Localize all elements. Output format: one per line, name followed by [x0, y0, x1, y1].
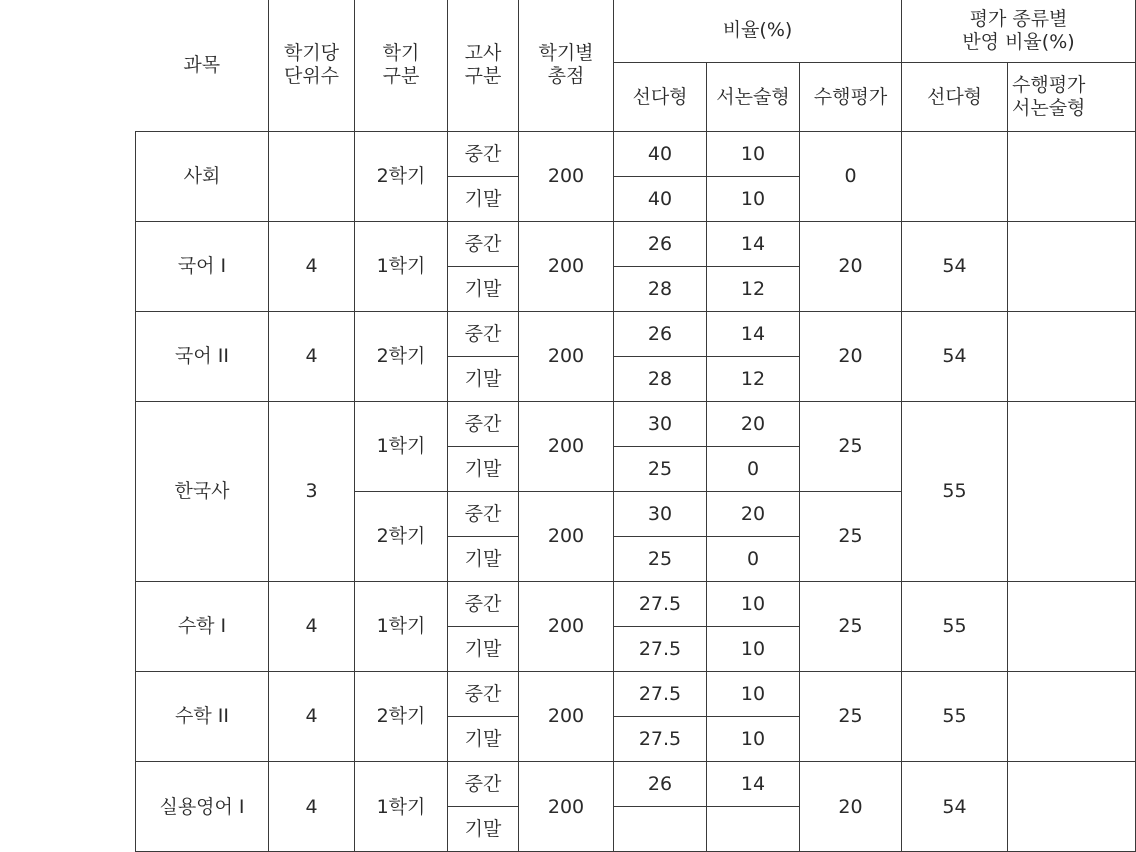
- cell-eval-other: [1008, 312, 1136, 402]
- cell-subject: 수학 II: [136, 672, 269, 762]
- header-ratio-mc: 선다형: [614, 63, 707, 132]
- cell-mc: [614, 807, 707, 852]
- cell-total: 200: [519, 672, 614, 762]
- cell-exam: 중간: [448, 132, 519, 177]
- header-ratio: 비율(%): [614, 0, 902, 63]
- cell-eval-other: [1008, 762, 1136, 852]
- header-eval-mc: 선다형: [902, 63, 1008, 132]
- cell-mc: 26: [614, 312, 707, 357]
- cell-mc: 40: [614, 132, 707, 177]
- cell-mc: 26: [614, 222, 707, 267]
- cell-mc: 27.5: [614, 672, 707, 717]
- cell-essay: 10: [707, 627, 800, 672]
- cell-eval-other: [1008, 582, 1136, 672]
- cell-exam: 중간: [448, 672, 519, 717]
- cell-eval-other: [1008, 402, 1136, 582]
- cell-perf: 25: [800, 402, 902, 492]
- header-eval-perf-essay: 수행평가 서논술형: [1008, 63, 1136, 132]
- cell-exam: 기말: [448, 627, 519, 672]
- cell-exam: 기말: [448, 177, 519, 222]
- cell-semester: 1학기: [355, 582, 448, 672]
- cell-essay: 14: [707, 762, 800, 807]
- cell-essay: 20: [707, 402, 800, 447]
- cell-total: 200: [519, 402, 614, 492]
- cell-subject: 수학 I: [136, 582, 269, 672]
- cell-exam: 중간: [448, 402, 519, 447]
- cell-total: 200: [519, 492, 614, 582]
- cell-mc: 40: [614, 177, 707, 222]
- cell-eval-mc: 54: [902, 762, 1008, 852]
- cell-subject: 국어 I: [136, 222, 269, 312]
- cell-exam: 중간: [448, 582, 519, 627]
- cell-perf: 0: [800, 132, 902, 222]
- cell-semester: 1학기: [355, 222, 448, 312]
- header-exam: 고사 구분: [448, 0, 519, 132]
- cell-total: 200: [519, 582, 614, 672]
- cell-eval-other: [1008, 222, 1136, 312]
- cell-exam: 중간: [448, 312, 519, 357]
- cell-mc: 25: [614, 447, 707, 492]
- cell-essay: 10: [707, 582, 800, 627]
- cell-exam: 기말: [448, 267, 519, 312]
- header-ratio-perf: 수행평가: [800, 63, 902, 132]
- cell-essay: 0: [707, 537, 800, 582]
- cell-total: 200: [519, 132, 614, 222]
- cell-subject: 사회: [136, 132, 269, 222]
- cell-semester: 2학기: [355, 312, 448, 402]
- cell-essay: [707, 807, 800, 852]
- cell-credits: [269, 132, 355, 222]
- cell-semester: 2학기: [355, 492, 448, 582]
- cell-credits: 3: [269, 402, 355, 582]
- cell-subject: 국어 II: [136, 312, 269, 402]
- header-credits: 학기당 단위수: [269, 0, 355, 132]
- cell-essay: 12: [707, 267, 800, 312]
- cell-total: 200: [519, 222, 614, 312]
- cell-essay: 0: [707, 447, 800, 492]
- cell-mc: 25: [614, 537, 707, 582]
- header-subject: 과목: [136, 0, 269, 132]
- cell-total: 200: [519, 762, 614, 852]
- cell-perf: 20: [800, 222, 902, 312]
- cell-exam: 중간: [448, 762, 519, 807]
- cell-exam: 기말: [448, 447, 519, 492]
- cell-perf: 25: [800, 492, 902, 582]
- cell-essay: 20: [707, 492, 800, 537]
- cell-eval-mc: 55: [902, 672, 1008, 762]
- cell-semester: 2학기: [355, 672, 448, 762]
- grading-table: [135, 0, 1136, 852]
- cell-mc: 28: [614, 267, 707, 312]
- cell-credits: 4: [269, 762, 355, 852]
- cell-mc: 30: [614, 402, 707, 447]
- cell-credits: 4: [269, 222, 355, 312]
- cell-mc: 26: [614, 762, 707, 807]
- cell-mc: 28: [614, 357, 707, 402]
- cell-essay: 10: [707, 717, 800, 762]
- cell-semester: 1학기: [355, 402, 448, 492]
- cell-essay: 14: [707, 312, 800, 357]
- cell-exam: 중간: [448, 492, 519, 537]
- cell-eval-other: [1008, 132, 1136, 222]
- cell-semester: 1학기: [355, 762, 448, 852]
- cell-eval-mc: 54: [902, 312, 1008, 402]
- cell-eval-other: [1008, 672, 1136, 762]
- cell-eval-mc: [902, 132, 1008, 222]
- header-total: 학기별 총점: [519, 0, 614, 132]
- cell-exam: 기말: [448, 537, 519, 582]
- cell-subject: 실용영어 I: [136, 762, 269, 852]
- cell-credits: 4: [269, 672, 355, 762]
- cell-credits: 4: [269, 582, 355, 672]
- cell-essay: 14: [707, 222, 800, 267]
- cell-mc: 27.5: [614, 717, 707, 762]
- cell-total: 200: [519, 312, 614, 402]
- cell-subject: 한국사: [136, 402, 269, 582]
- cell-exam: 기말: [448, 807, 519, 852]
- cell-mc: 27.5: [614, 582, 707, 627]
- cell-eval-mc: 55: [902, 582, 1008, 672]
- cell-perf: 20: [800, 762, 902, 852]
- cell-exam: 중간: [448, 222, 519, 267]
- cell-mc: 30: [614, 492, 707, 537]
- cell-essay: 10: [707, 132, 800, 177]
- header-ratio-essay: 서논술형: [707, 63, 800, 132]
- cell-essay: 12: [707, 357, 800, 402]
- header-eval: 평가 종류별 반영 비율(%): [902, 0, 1136, 63]
- cell-perf: 25: [800, 582, 902, 672]
- cell-semester: 2학기: [355, 132, 448, 222]
- cell-exam: 기말: [448, 717, 519, 762]
- cell-eval-mc: 54: [902, 222, 1008, 312]
- cell-perf: 20: [800, 312, 902, 402]
- cell-exam: 기말: [448, 357, 519, 402]
- cell-essay: 10: [707, 672, 800, 717]
- header-semester: 학기 구분: [355, 0, 448, 132]
- cell-mc: 27.5: [614, 627, 707, 672]
- cell-eval-mc: 55: [902, 402, 1008, 582]
- cell-essay: 10: [707, 177, 800, 222]
- cell-credits: 4: [269, 312, 355, 402]
- cell-perf: 25: [800, 672, 902, 762]
